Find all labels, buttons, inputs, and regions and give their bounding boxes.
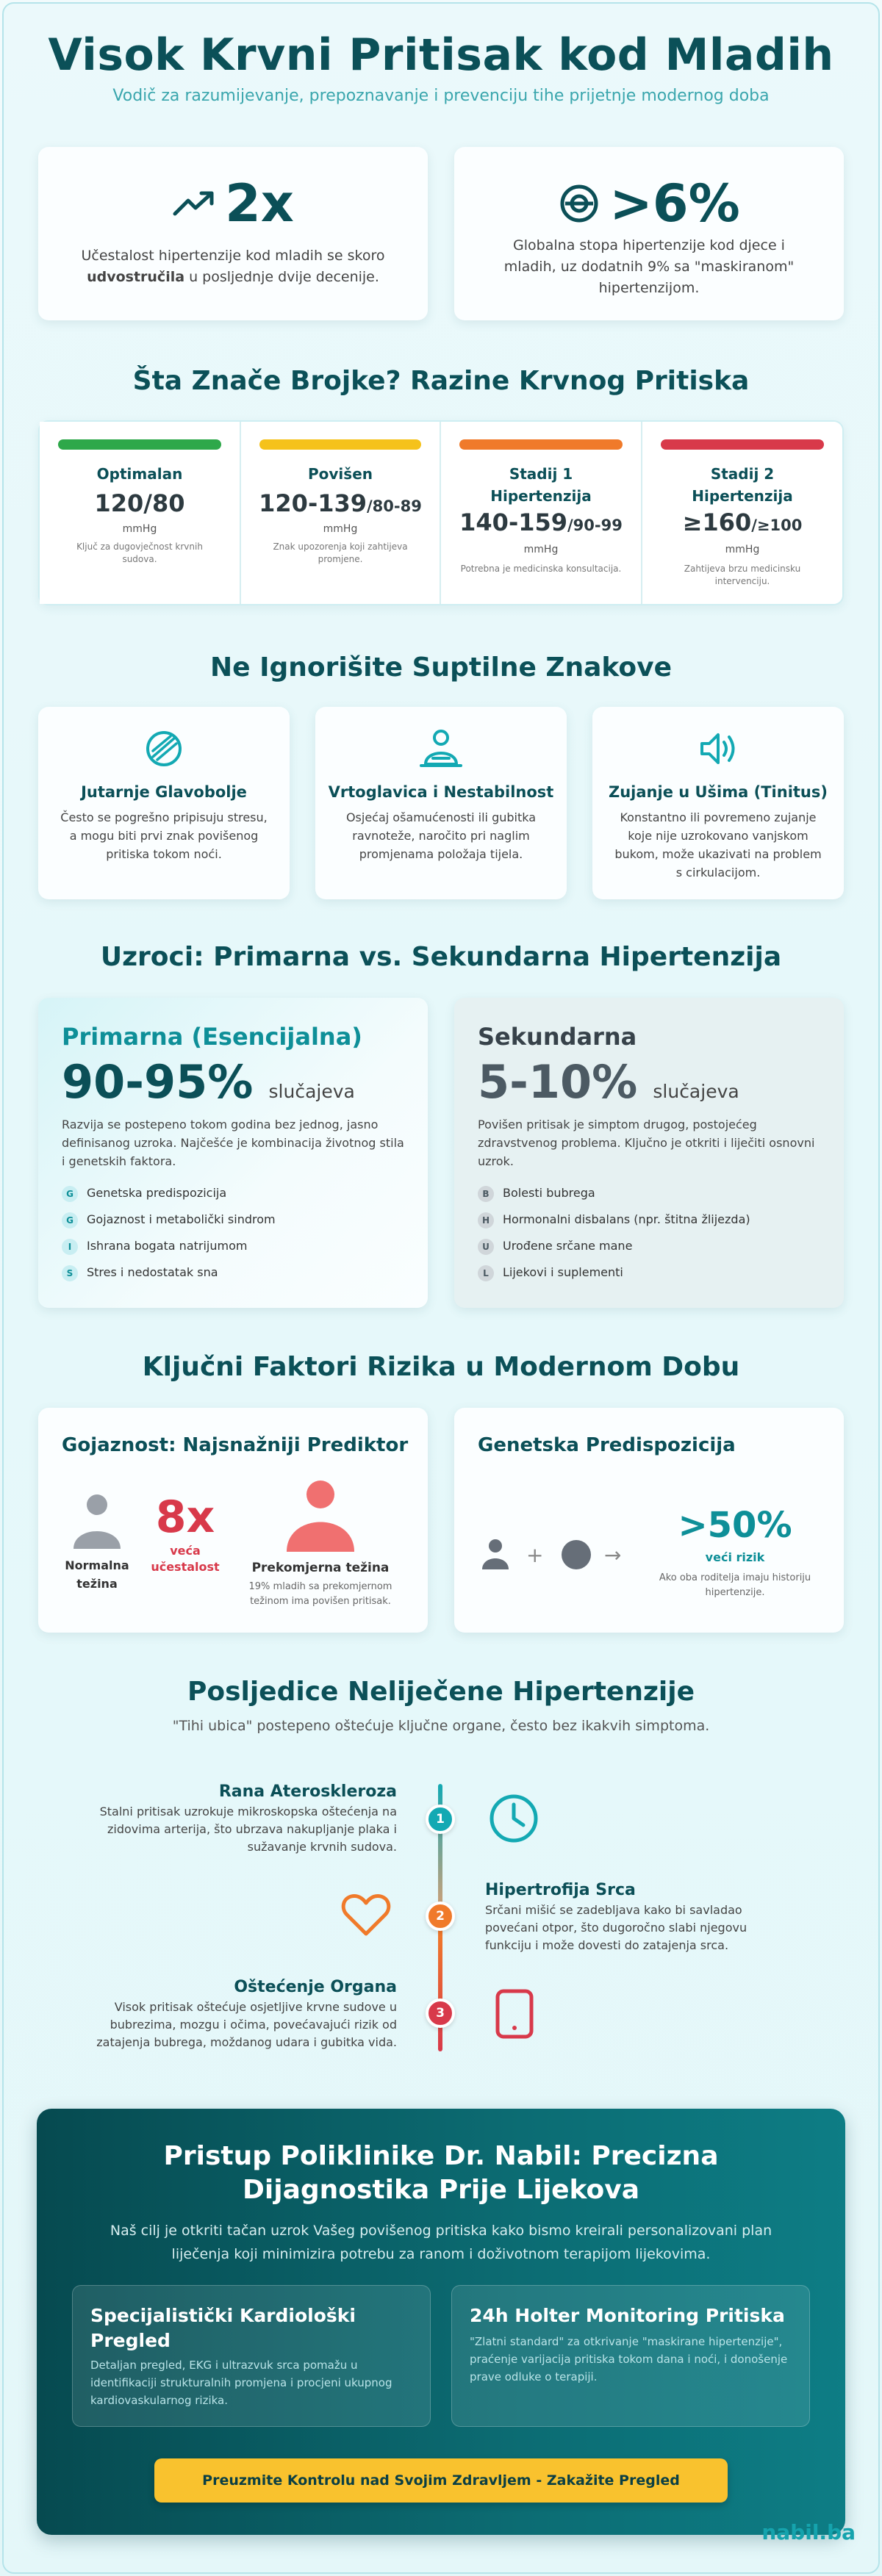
bp-level-unit: mmHg bbox=[122, 523, 157, 535]
symptom-title: Vrtoglavica i Nestabilnost bbox=[328, 783, 554, 801]
bp-level-value: 140-159/90-99 bbox=[459, 508, 623, 536]
parent-icon bbox=[481, 1539, 510, 1571]
symptom-title: Zujanje u Ušima (Tinitus) bbox=[609, 783, 828, 801]
page-title: Visok Krvni Pritisak kod Mladih bbox=[48, 29, 834, 81]
consequences-subtitle: "Tihi ubica" postepeno oštećuje ključne organe, često bez ikakvih simptoma. bbox=[172, 1718, 710, 1734]
bp-level-unit: mmHg bbox=[523, 544, 559, 555]
genetic-risk-note: Ako oba roditelja imaju historiju hipertenzije. bbox=[659, 1572, 811, 1598]
service-card-holter bbox=[451, 2285, 810, 2427]
timeline-item-title: Oštećenje Organa bbox=[234, 1978, 397, 1996]
cause-card-primary bbox=[38, 998, 428, 1308]
dizzy-person-icon bbox=[418, 727, 464, 770]
person-normal-icon bbox=[71, 1493, 123, 1552]
cta-title: Pristup Poliklinike Dr. Nabil: Precizna Dijagnostika Prije Lijekova bbox=[163, 2141, 719, 2205]
stat-card-doubling bbox=[38, 147, 428, 320]
timeline-dot: 2 bbox=[426, 1902, 455, 1931]
cause-description: Povišen pritisak je simptom drugog, postojećeg zdravstvenog problema. Ključno je otkriti i liječiti osnovni uzrok. bbox=[478, 1118, 815, 1168]
risk-card-title: Gojaznost: Najsnažniji Prediktor bbox=[62, 1434, 409, 1456]
bp-level-name: Povišen bbox=[308, 465, 373, 483]
normal-weight-label: Normalna težina bbox=[65, 1558, 129, 1591]
overweight-note: 19% mladih sa prekomjernom težinom ima povišen pritisak. bbox=[248, 1581, 392, 1607]
bp-level-bar bbox=[58, 439, 221, 450]
bp-level-unit: mmHg bbox=[725, 544, 760, 555]
plus-sign: + bbox=[526, 1543, 544, 1567]
cause-list-item: G Genetska predispozicija bbox=[62, 1184, 226, 1202]
bp-level-bar bbox=[661, 439, 824, 450]
stat-description: Učestalost hipertenzije kod mladih se skoro udvostručila u posljednje dvije decenije. bbox=[81, 248, 385, 285]
symptom-card-headache bbox=[38, 707, 290, 899]
bp-level-stage1 bbox=[441, 422, 642, 604]
multiplier-label: veća učestalost bbox=[151, 1544, 220, 1574]
cause-stat: 5-10% slučajeva bbox=[478, 1055, 739, 1109]
bp-level-elevated bbox=[241, 422, 441, 604]
bp-level-name: Stadij 1 Hipertenzija bbox=[490, 465, 592, 505]
bp-level-value: 120-139/80-89 bbox=[259, 489, 422, 517]
risk-card-obesity bbox=[38, 1408, 428, 1633]
phone-icon bbox=[494, 1988, 535, 2040]
risk-card-title: Genetska Predispozicija bbox=[478, 1434, 736, 1456]
target-icon bbox=[558, 182, 600, 225]
page-subtitle: Vodič za razumijevanje, prepoznavanje i prevenciju tihe prijetnje modernog doba bbox=[112, 87, 770, 105]
bp-level-name: Optimalan bbox=[96, 465, 183, 483]
stat-description: Globalna stopa hipertenzije kod djece i mladih, uz dodatnih 9% sa "maskiranom" hipertenzijom. bbox=[503, 237, 795, 296]
bp-section-title: Šta Znače Brojke? Razine Krvnog Pritiska bbox=[132, 366, 750, 396]
cta-description: Naš cilj je otkriti tačan uzrok Vašeg povišenog pritiska kako bismo kreirali personalizovani plan liječenja koji minimizira potrebu za ranom i doživotnom terapijom lijekovima. bbox=[110, 2223, 772, 2262]
genetic-risk-label: veći rizik bbox=[705, 1550, 765, 1564]
risk-section-title: Ključni Faktori Rizika u Modernom Dobu bbox=[142, 1352, 740, 1382]
cta-panel bbox=[37, 2109, 845, 2535]
timeline-dot: 1 bbox=[426, 1805, 455, 1834]
cause-list-item: B Bolesti bubrega bbox=[478, 1184, 595, 1202]
stat-card-global-rate bbox=[454, 147, 844, 320]
symptom-text: Osjećaj ošamućenosti ili gubitka ravnoteže, naročito pri naglim promjenama položaja tijela. bbox=[345, 810, 537, 861]
timeline-item-title: Hipertrofija Srca bbox=[485, 1881, 636, 1899]
bp-level-note: Znak upozorenja koji zahtijeva promjene. bbox=[273, 542, 408, 564]
heart-icon bbox=[341, 1893, 391, 1938]
service-text: "Zlatni standard" za otkrivanje "maskirane hipertenzije", praćenje varijacija pritiska tokom dana i noći, i donošenje prave odluke o terapiji. bbox=[470, 2335, 788, 2383]
stat-value: 2x bbox=[225, 173, 294, 234]
symptom-text: Konstantno ili povremeno zujanje koje nije uzrokovano vanjskom bukom, može ukazivati na problem s cirkulacijom. bbox=[614, 810, 822, 879]
trending-up-icon bbox=[172, 189, 216, 218]
multiplier-value: 8x bbox=[155, 1492, 215, 1543]
bp-level-name: Stadij 2 Hipertenzija bbox=[692, 465, 793, 505]
timeline-item-text: Srčani mišić se zadebljava kako bi savladao povećani otpor, što dugoročno slabi njegovu funkciju i može dovesti do zatajenja srca. bbox=[485, 1903, 747, 1952]
timeline-item-text: Visok pritisak oštećuje osjetljive krvne sudove u bubrezima, mozgu i očima, povećavajući rizik od zatajenja bubrega, moždanog udara i gubitka vida. bbox=[96, 2000, 397, 2049]
service-title: Specijalistički Kardiološki Pregled bbox=[90, 2305, 356, 2351]
brand-logo-text[interactable]: nabil.ba bbox=[761, 2520, 856, 2544]
timeline-dot: 3 bbox=[426, 1998, 455, 2028]
person-overweight-icon bbox=[285, 1480, 356, 1553]
speaker-icon bbox=[696, 727, 740, 770]
symptom-title: Jutarnje Glavobolje bbox=[81, 783, 247, 801]
symptom-text: Često se pogrešno pripisuju stresu, a mogu biti prvi znak povišenog pritiska tokom noći. bbox=[60, 810, 268, 861]
overweight-label: Prekomjerna težina bbox=[251, 1561, 390, 1575]
consequences-section-title: Posljedice Neliječene Hipertenzije bbox=[187, 1677, 695, 1707]
genetic-risk-value: >50% bbox=[678, 1505, 792, 1546]
brain-icon bbox=[143, 727, 185, 770]
risk-card-genetics bbox=[454, 1408, 844, 1633]
service-title: 24h Holter Monitoring Pritiska bbox=[470, 2305, 785, 2326]
cause-description: Razvija se postepeno tokom godina bez jednog, jasno definisanog uzroka. Najčešće je kombinacija životnog stila i genetskih faktora. bbox=[62, 1118, 404, 1168]
cause-list-item: S Stres i nedostatak sna bbox=[62, 1264, 218, 1281]
bp-level-bar bbox=[259, 439, 421, 450]
cause-list-item: L Lijekovi i suplementi bbox=[478, 1264, 623, 1281]
book-appointment-button[interactable]: Preuzmite Kontrolu nad Svojim Zdravljem - Zakažite Pregled bbox=[154, 2458, 728, 2503]
symptom-card-tinnitus bbox=[592, 707, 844, 899]
timeline-item-title: Rana Ateroskleroza bbox=[218, 1782, 397, 1801]
service-text: Detaljan pregled, EKG i ultrazvuk srca pomažu u identifikaciji strukturalnih promjena i procjeni ukupnog kardiovaskularnog rizika. bbox=[90, 2359, 392, 2407]
clock-icon bbox=[488, 1793, 539, 1844]
causes-section-title: Uzroci: Primarna vs. Sekundarna Hipertenzija bbox=[100, 942, 782, 972]
bp-level-stage2 bbox=[642, 422, 842, 604]
bp-level-note: Zahtijeva brzu medicinsku intervenciju. bbox=[684, 564, 801, 586]
bp-level-value: 120/80 bbox=[94, 489, 185, 517]
parent-icon bbox=[560, 1539, 592, 1571]
bp-level-note: Potrebna je medicinska konsultacija. bbox=[460, 564, 622, 574]
arrow-right-icon: → bbox=[604, 1543, 622, 1567]
symptoms-section-title: Ne Ignorišite Suptilne Znakove bbox=[209, 652, 673, 683]
bp-level-bar bbox=[459, 439, 623, 450]
cause-title: Primarna (Esencijalna) bbox=[62, 1023, 362, 1051]
cause-list-item: U Urođene srčane mane bbox=[478, 1237, 632, 1255]
service-card-cardiology bbox=[72, 2285, 431, 2427]
cause-list-item: H Hormonalni disbalans (npr. štitna žlijezda) bbox=[478, 1211, 750, 1228]
cause-card-secondary bbox=[454, 998, 844, 1308]
bp-level-optimal bbox=[40, 422, 241, 604]
cause-list-item: I Ishrana bogata natrijumom bbox=[62, 1237, 247, 1255]
timeline-item-text: Stalni pritisak uzrokuje mikroskopska oštećenja na zidovima arterija, što ubrzava nakupljanje plaka i sužavanje krvnih sudova. bbox=[99, 1805, 397, 1854]
bp-level-value: ≥160/≥100 bbox=[682, 508, 803, 536]
cause-list-item: G Gojaznost i metabolički sindrom bbox=[62, 1211, 276, 1228]
bp-level-unit: mmHg bbox=[323, 523, 358, 535]
cause-title: Sekundarna bbox=[478, 1023, 637, 1051]
stat-value: >6% bbox=[609, 173, 740, 234]
bp-level-note: Ključ za dugovječnost krvnih sudova. bbox=[76, 542, 203, 564]
symptom-card-dizziness bbox=[315, 707, 567, 899]
cause-stat: 90-95% slučajeva bbox=[62, 1055, 355, 1109]
